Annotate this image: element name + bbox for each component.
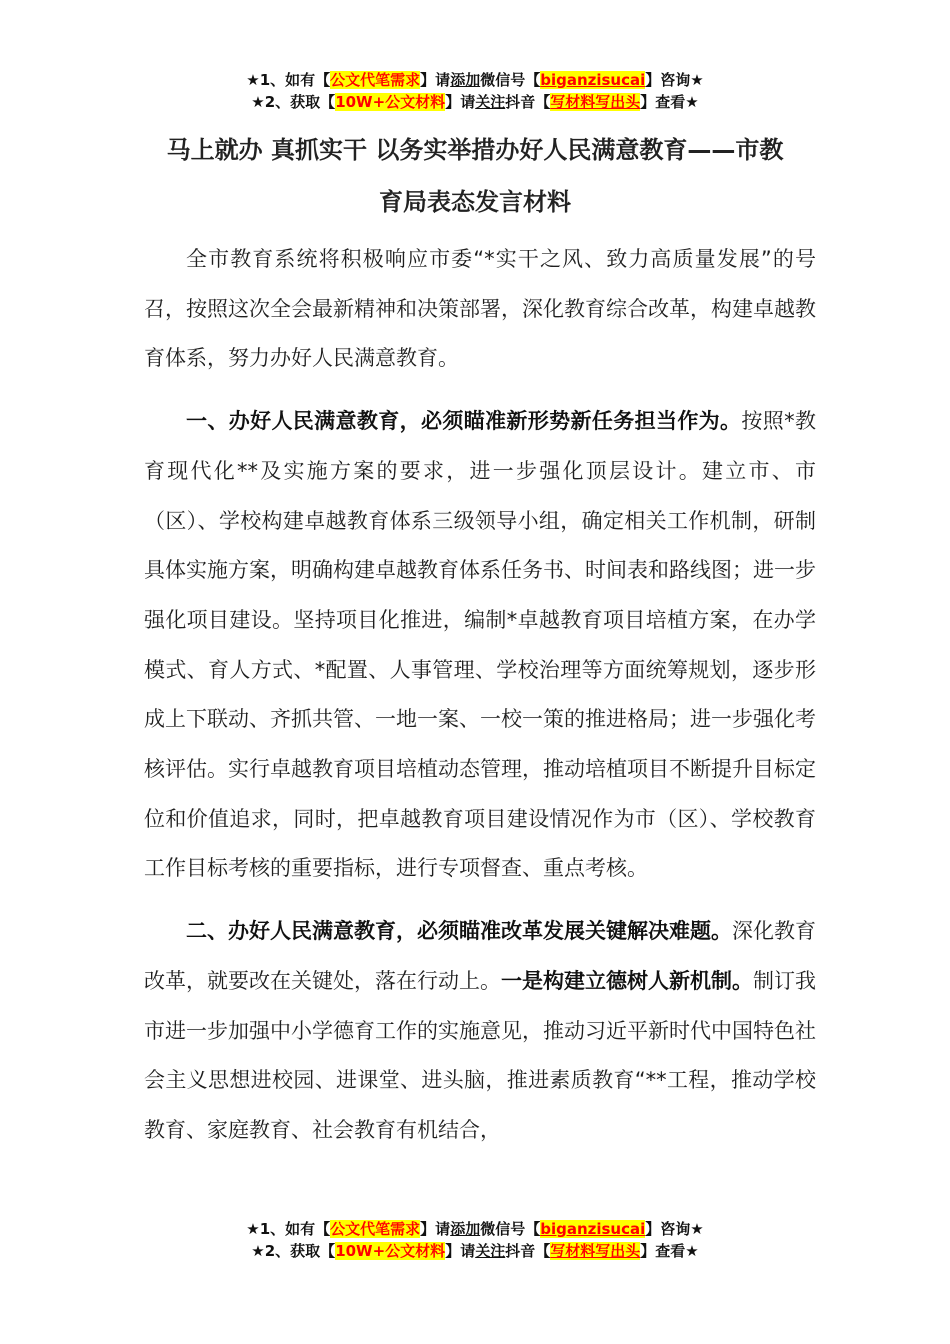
notice-text: 】请 <box>420 71 451 89</box>
notice-highlight: 10W+公文材料 <box>335 1242 446 1260</box>
notice-text: 】咨询★ <box>645 1220 704 1238</box>
notice-text: 】查看★ <box>640 1242 699 1260</box>
notice-text: 微信号【 <box>480 1220 541 1238</box>
notice-line-2 <box>0 91 950 113</box>
notice-underline: 关注 <box>475 93 506 111</box>
douyin-id-highlight: 写材料写出头 <box>550 93 641 111</box>
notice-line-1 <box>0 69 950 91</box>
wechat-id-highlight: biganzisucai <box>540 1220 646 1238</box>
section-2-heading: 二、办好人民满意教育，必须瞄准改革发展关键解决难题。 <box>186 919 732 944</box>
title-line-1: 马上就办 真抓实干 以务实举措办好人民满意教育——市教 <box>166 136 784 164</box>
notice-line-1 <box>0 1218 950 1240</box>
notice-underline: 添加 <box>450 1220 481 1238</box>
notice-text: 抖音【 <box>505 93 551 111</box>
section-1-body: 按照*教育现代化**及实施方案的要求，进一步强化顶层设计。建立市、市（区）、学校构建卓越教育体系三级领导小组，确定相关工作机制，研制具体实施方案，明确构建卓越教育体系任务书、时间表和路线图；进一步强化项目建设。坚持项目化推进，编制*卓越教育项目培植方案，在办学模式、育人方式、*配置、人事管理、学校治理等方面统筹规划，逐步形成上下联动、齐抓共管、一地一案、一校一策的推进格局；进一步强化考核评估。实行卓越教育项目培植动态管理，推动培植项目不断提升目标定位和价值追求，同时，把卓越教育项目建设情况作为市（区）、学校教育工作目标考核的重要指标，进行专项督查、重点考核。 <box>144 409 817 881</box>
section-2-paragraph <box>144 907 816 1156</box>
notice-highlight: 公文代笔需求 <box>330 1220 421 1238</box>
notice-text: 】请 <box>445 93 476 111</box>
notice-text: 】咨询★ <box>645 71 704 89</box>
document-title <box>120 124 830 228</box>
wechat-id-highlight: biganzisucai <box>540 71 646 89</box>
notice-text: ★2、获取【 <box>251 93 336 111</box>
notice-text: 抖音【 <box>505 1242 551 1260</box>
notice-underline: 添加 <box>450 71 481 89</box>
notice-text: ★1、如有【 <box>246 1220 331 1238</box>
notice-text: 微信号【 <box>480 71 541 89</box>
intro-paragraph: 全市教育系统将积极响应市委“*实干之风、致力高质量发展”的号召，按照这次全会最新精神和决策部署，深化教育综合改革，构建卓越教育体系，努力办好人民满意教育。 <box>144 247 816 371</box>
section-1-paragraph <box>144 397 816 894</box>
notice-underline: 关注 <box>475 1242 506 1260</box>
document-body <box>144 235 816 1156</box>
notice-text: ★1、如有【 <box>246 71 331 89</box>
notice-text: 】请 <box>445 1242 476 1260</box>
title-line-2: 育局表态发言材料 <box>379 188 571 216</box>
notice-highlight: 公文代笔需求 <box>330 71 421 89</box>
footer-notice <box>0 1218 950 1262</box>
notice-text: ★2、获取【 <box>251 1242 336 1260</box>
header-notice <box>0 69 950 113</box>
section-2-subheading-1: 一是构建立德树人新机制。 <box>501 968 753 993</box>
douyin-id-highlight: 写材料写出头 <box>550 1242 641 1260</box>
section-2-body: 制订我市进一步加强中小学德育工作的实施意见，推动习近平新时代中国特色社会主义思想进校园、进课堂、进头脑，推进素质教育“**工程，推动学校教育、家庭教育、社会教育有机结合， <box>144 968 816 1142</box>
section-2-body-intro: 深化教育改革，就要改在关键处，落在行动上。 <box>144 919 816 993</box>
section-1-heading: 一、办好人民满意教育，必须瞄准新形势新任务担当作为。 <box>186 409 742 434</box>
notice-highlight: 10W+公文材料 <box>335 93 446 111</box>
notice-text: 】请 <box>420 1220 451 1238</box>
notice-line-2 <box>0 1240 950 1262</box>
notice-text: 】查看★ <box>640 93 699 111</box>
